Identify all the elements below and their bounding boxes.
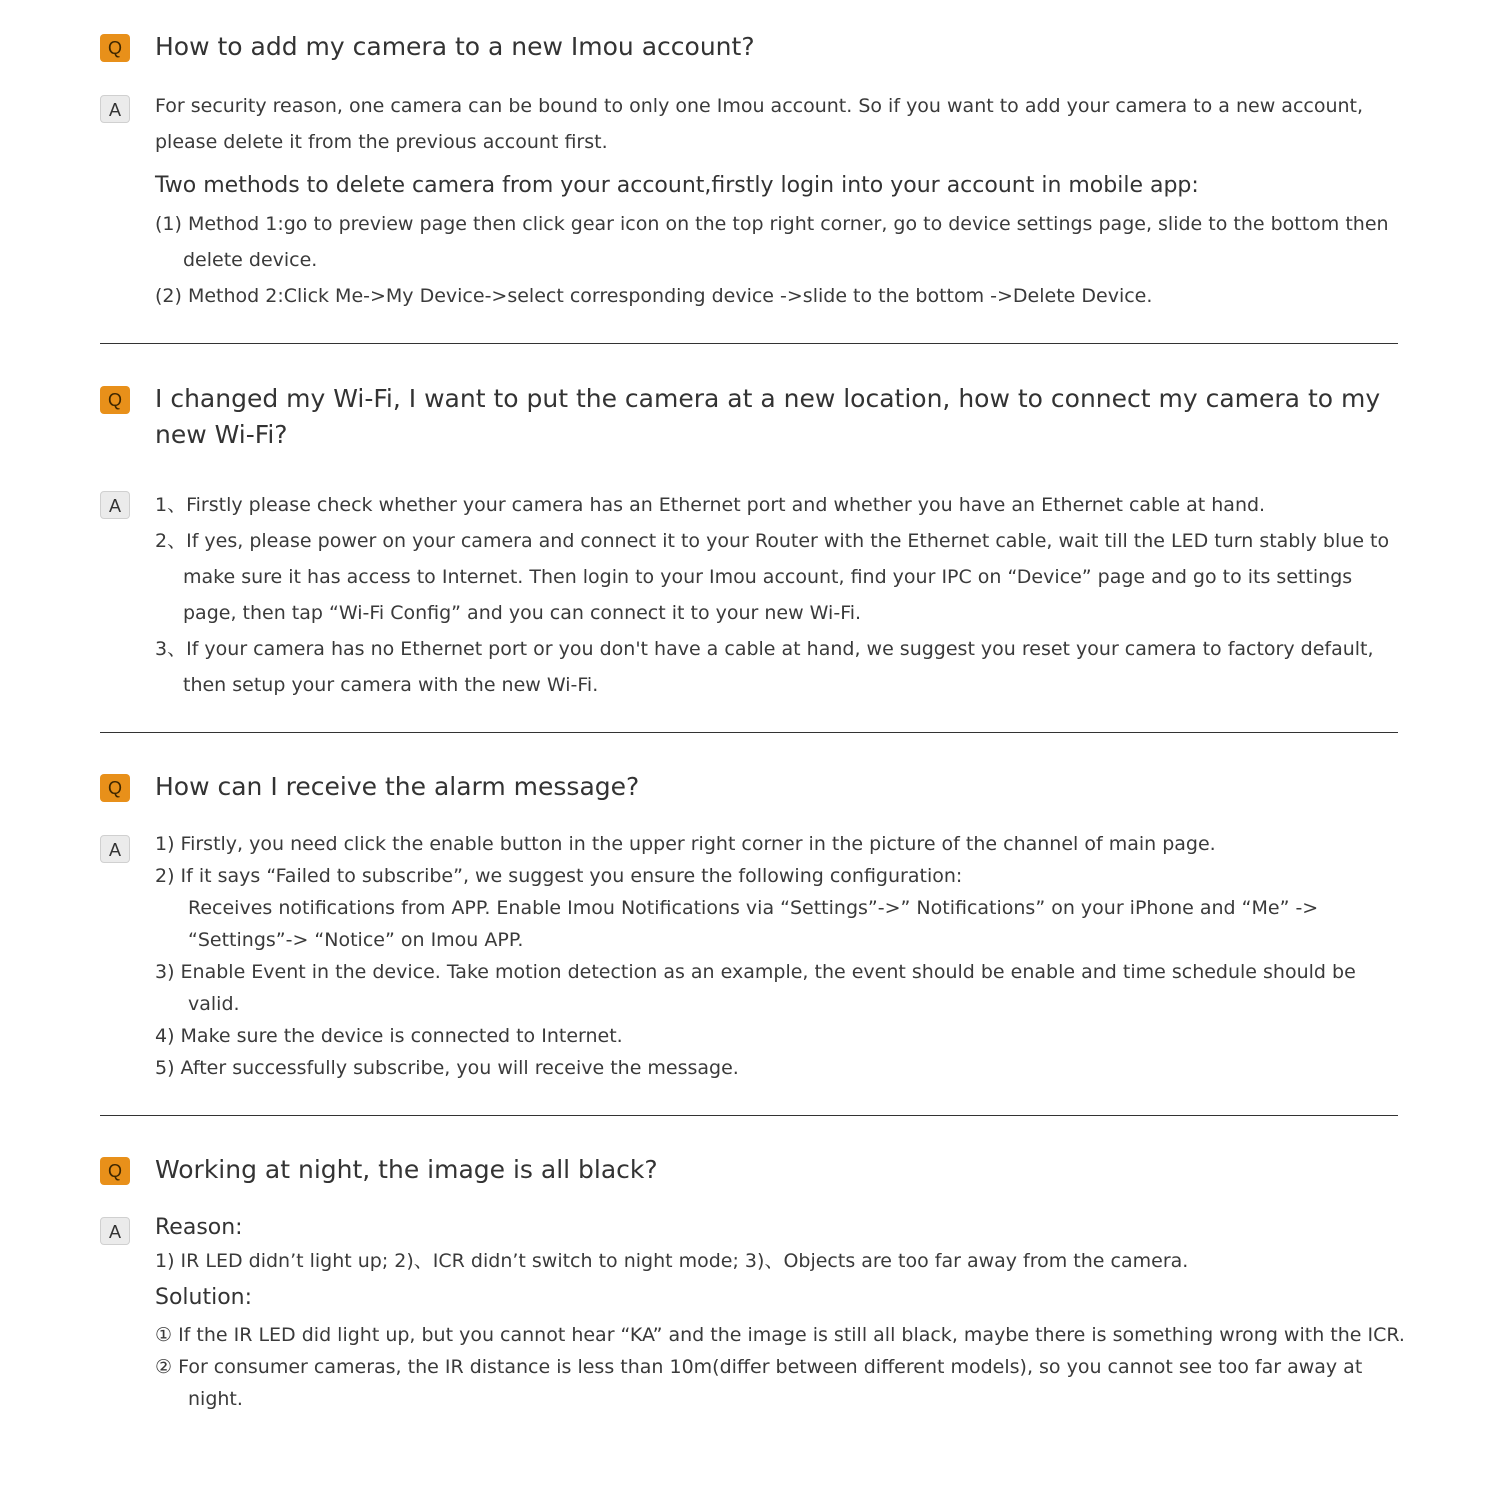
answer-item: 1) Firstly, you need click the enable button in the upper right corner in the picture of the channel of main page. bbox=[155, 833, 1216, 855]
answer-body bbox=[155, 1211, 1405, 1415]
answer-body bbox=[155, 487, 1405, 703]
question-title: I changed my Wi-Fi, I want to put the camera at a new location, how to connect my camera to my new Wi-Fi? bbox=[155, 384, 1381, 449]
question-badge: Q bbox=[100, 1157, 130, 1185]
section-divider bbox=[100, 343, 1398, 344]
answer-subhead: Two methods to delete camera from your account,firstly login into your account in mobile app: bbox=[155, 173, 1199, 198]
answer-item: 1、Firstly please check whether your camera has an Ethernet port and whether you have an Ethernet cable at hand. bbox=[155, 494, 1266, 516]
question-badge: Q bbox=[100, 34, 130, 62]
reason-text: 1) IR LED didn’t light up; 2)、ICR didn’t switch to night mode; 3)、Objects are too far away from the camera. bbox=[155, 1250, 1189, 1272]
question-title: Working at night, the image is all black? bbox=[155, 1155, 658, 1184]
question-badge: Q bbox=[100, 774, 130, 802]
section-divider bbox=[100, 732, 1398, 733]
solution-label: Solution: bbox=[155, 1285, 253, 1310]
answer-badge: A bbox=[100, 95, 130, 123]
solution-item: ① If the IR LED did light up, but you cannot hear “KA” and the image is still all black, maybe there is something wrong with the ICR. bbox=[155, 1324, 1405, 1346]
answer-intro: For security reason, one camera can be bound to only one Imou account. So if you want to add your camera to a new account, please delete it from the previous account first. bbox=[155, 95, 1364, 153]
answer-item: 3) Enable Event in the device. Take motion detection as an example, the event should be enable and time schedule should be valid. bbox=[155, 961, 1356, 1015]
reason-label: Reason: bbox=[155, 1215, 243, 1240]
solution-item: ② For consumer cameras, the IR distance is less than 10m(differ between different models), so you cannot see too far away at night. bbox=[155, 1356, 1363, 1410]
answer-item: (2) Method 2:Click Me->My Device->select corresponding device ->slide to the bottom ->Delete Device. bbox=[155, 285, 1153, 307]
section-divider bbox=[100, 1115, 1398, 1116]
answer-item: 2、If yes, please power on your camera and connect it to your Router with the Ethernet cable, wait till the LED turn stably blue to make sure it has access to Internet. Then login to your Imou account, find your IPC on “Device” page and go to its settings page, then tap “Wi-Fi Config” and you can connect it to your new Wi-Fi. bbox=[155, 530, 1390, 624]
answer-body bbox=[155, 828, 1405, 1084]
answer-item: (1) Method 1:go to preview page then click gear icon on the top right corner, go to device settings page, slide to the bottom then delete device. bbox=[155, 213, 1389, 271]
answer-item: 4) Make sure the device is connected to Internet. bbox=[155, 1025, 623, 1047]
question-title: How can I receive the alarm message? bbox=[155, 772, 640, 801]
answer-badge: A bbox=[100, 1217, 130, 1245]
answer-badge: A bbox=[100, 491, 130, 519]
answer-item: 3、If your camera has no Ethernet port or you don't have a cable at hand, we suggest you reset your camera to factory default, then setup your camera with the new Wi-Fi. bbox=[155, 638, 1374, 696]
answer-body bbox=[155, 88, 1405, 314]
answer-item-detail: Receives notifications from APP. Enable Imou Notifications via “Settings”->” Notifications” on your iPhone and “Me” -> “Settings”-> “Notice” on Imou APP. bbox=[188, 897, 1319, 951]
question-title: How to add my camera to a new Imou account? bbox=[155, 32, 755, 61]
answer-item: 5) After successfully subscribe, you will receive the message. bbox=[155, 1057, 739, 1079]
answer-item: 2) If it says “Failed to subscribe”, we suggest you ensure the following configuration: bbox=[155, 865, 963, 887]
question-badge: Q bbox=[100, 386, 130, 414]
answer-badge: A bbox=[100, 835, 130, 863]
